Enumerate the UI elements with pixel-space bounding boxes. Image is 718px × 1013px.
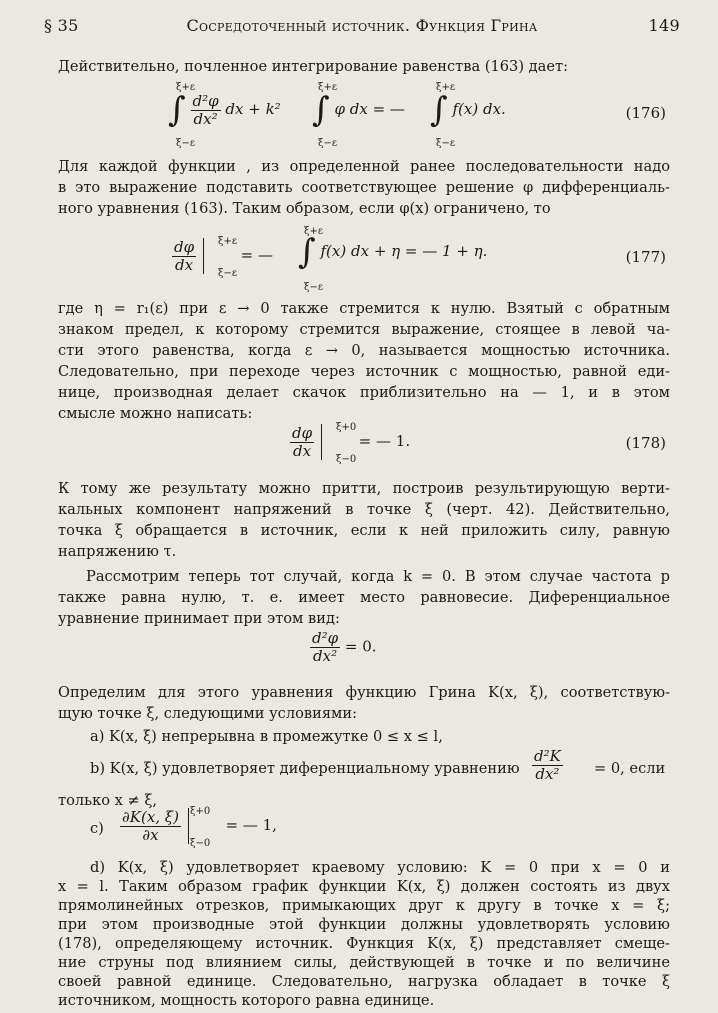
text-line: сти этого равенства, когда ε → 0, называется мощностью источника.: [58, 342, 670, 359]
integral-lower-limit: ξ−ε: [436, 138, 456, 149]
integral-upper-limit: ξ+ε: [318, 82, 338, 93]
equation-number: (178): [625, 434, 666, 452]
equation-equilibrium: [58, 628, 670, 674]
text-line: только x ≠ ξ,: [58, 792, 158, 809]
text-line: нице, производная делает скачок приблизительно на — 1, и в этом: [58, 384, 670, 401]
text-line: Определим для этого уравнения функцию Грина K(x, ξ), соответствую-: [58, 684, 670, 701]
running-header: [44, 16, 680, 42]
fraction: $\frac{d\varphi}{dx}$: [292, 423, 313, 460]
text-line: знаком предел, к которому стремится выражение, стоящее в левой ча-: [58, 321, 670, 338]
text-line: уравнение принимает при этом вид:: [58, 610, 340, 627]
text-line: точка ξ обращается в источник, если к ней приложить силу, равную: [58, 522, 670, 539]
equation-176: [58, 82, 670, 149]
evaluation-bar: [321, 424, 322, 460]
integral-upper-limit: ξ+ε: [176, 82, 196, 93]
equation-term: f(x) dx + η = — 1 + η.: [320, 242, 488, 260]
integral-sign: ∫: [168, 90, 186, 130]
text-line: ние струны под влиянием силы, действующей в точке и по величине: [58, 954, 670, 971]
text-line: где η = r₁(ε) при ε → 0 также стремится к нулю. Взятый с обратным: [58, 300, 670, 317]
condition-b-tail: = 0, если: [594, 760, 666, 777]
condition-a: a) K(x, ξ) непрерывна в промежутке 0 ≤ x ≤ l,: [90, 728, 443, 745]
integral-lower-limit: ξ−ε: [318, 138, 338, 149]
integral-upper-limit: ξ+ε: [304, 226, 324, 237]
fraction: $\frac{d\varphi}{dx}$: [174, 237, 195, 274]
text-line: Для каждой функции , из определенной ранее последовательности надо: [58, 158, 670, 175]
bar-lower-limit: ξ−0: [190, 838, 211, 849]
integral-sign: ∫: [312, 90, 330, 130]
text-line: щую точке ξ, следующими условиями:: [58, 705, 358, 722]
equation-term: = —: [240, 246, 274, 264]
text-line: источником, мощность которого равна единице.: [58, 992, 435, 1009]
fraction: $\frac{\text{d²φ}}{\text{dx²}}$: [192, 91, 219, 128]
condition-c: [58, 806, 670, 852]
bar-upper-limit: ξ+0: [190, 806, 211, 817]
text-line: ного уравнения (163). Таким образом, если φ(x) ограничено, то: [58, 200, 551, 217]
bar-lower-limit: ξ−ε: [218, 268, 238, 279]
evaluation-bar: [188, 808, 189, 844]
fraction: $\frac{\text{d²K}}{\text{dx²}}$: [534, 747, 561, 783]
bar-upper-limit: ξ+0: [336, 422, 357, 433]
integral-sign: ∫: [298, 232, 316, 272]
fraction: $\frac{\partial K(x, \xi)}{\partial x}$: [122, 807, 179, 844]
text-line: также равна нулю, т. е. имеет место равновесие. Диференциальное: [58, 589, 670, 606]
equation-term: = — 1.: [358, 432, 411, 450]
text-line: смысле можно написать:: [58, 405, 253, 422]
running-title: Сосредоточенный источник. Функция Грина: [186, 16, 538, 35]
text-line: x = l. Таким образом график функции K(x, ξ) должен состоять из двух: [58, 878, 670, 895]
equation-term: dx + k²: [225, 100, 281, 118]
condition-b: [58, 748, 670, 790]
integral-lower-limit: ξ−ε: [304, 282, 324, 293]
equation-term: f(x) dx.: [452, 100, 506, 118]
integral-lower-limit: ξ−ε: [176, 138, 196, 149]
text-line: напряжению τ.: [58, 543, 177, 560]
condition-b-text: b) K(x, ξ) удовлетворяет диференциальному уравнению: [90, 760, 520, 777]
integral-upper-limit: ξ+ε: [436, 82, 456, 93]
bar-lower-limit: ξ−0: [336, 454, 357, 465]
condition-c-label: c): [90, 820, 104, 837]
page-number: 149: [648, 16, 680, 35]
text-line: Рассмотрим теперь тот случай, когда k = 0. В этом случае частота p: [86, 568, 670, 585]
equation-term: = — 1,: [225, 816, 277, 834]
bar-upper-limit: ξ+ε: [218, 236, 238, 247]
fraction: $\frac{\text{d²φ}}{\text{dx²}}$: [312, 629, 339, 665]
equation-177: [58, 226, 670, 293]
equation-term: = 0.: [344, 637, 377, 656]
equation-178: [58, 420, 670, 464]
text-line: своей равной единице. Следовательно, нагрузка обладает в точке ξ: [58, 973, 670, 990]
text-line: К тому же результату можно притти, построив результирующую верти-: [58, 480, 670, 497]
equation-term: φ dx = —: [334, 100, 405, 118]
evaluation-bar: [203, 238, 204, 274]
text-line: Действительно, почленное интегрирование равенства (163) дает:: [58, 58, 568, 75]
text-line: прямолинейных отрезков, примыкающих друг к другу в точке x = ξ;: [58, 897, 670, 914]
equation-number: (176): [625, 104, 666, 122]
text-line: (178), определяющему источник. Функция K(x, ξ) представляет смеще-: [58, 935, 670, 952]
condition-d: d) K(x, ξ) удовлетворяет краевому условию: K = 0 при x = 0 и: [90, 859, 670, 876]
text-line: в это выражение подставить соответствующее решение φ дифференциаль-: [58, 179, 670, 196]
text-line: Следовательно, при переходе через источник с мощностью, равной еди-: [58, 363, 670, 380]
equation-number: (177): [625, 248, 666, 266]
section-number: § 35: [44, 16, 79, 35]
text-line: при этом производные этой функции должны удовлетворять условию: [58, 916, 670, 933]
text-line: кальных компонент напряжений в точке ξ (черт. 42). Действительно,: [58, 501, 670, 518]
integral-sign: ∫: [430, 90, 448, 130]
